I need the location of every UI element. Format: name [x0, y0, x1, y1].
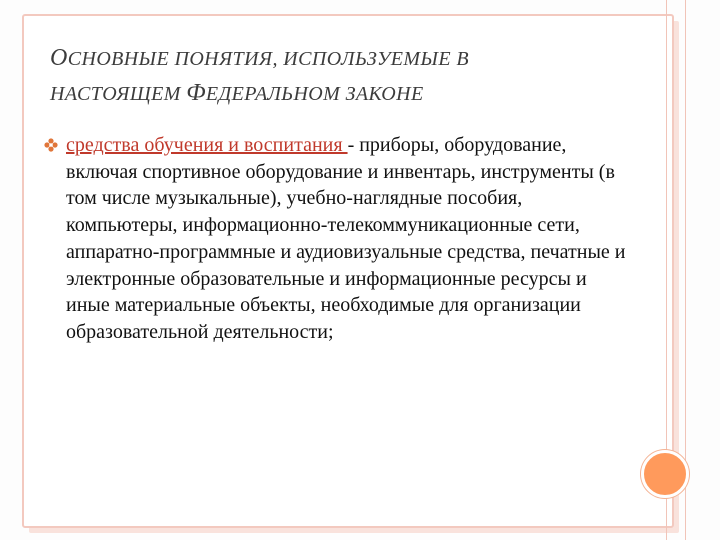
title-cap-2: Ф: [186, 80, 206, 106]
flower-bullet-icon: [44, 138, 58, 152]
title-cap-1: О: [50, 45, 68, 71]
title-line-1: [50, 41, 640, 76]
title-line-2: [50, 76, 640, 111]
slide-title: [50, 41, 640, 111]
decorative-circle: [641, 450, 689, 498]
definition-text: - приборы, оборудование, включая спортивное оборудование и инвентарь, инструменты (в том числе музыкальные), учебно-наглядные пособия, компьютеры, информационно-телекоммуникационные сети, аппаратно-программные и аудиовизуальные средства, печатные и электронные образовательные и информационные ресурсы и иные материальные объекты, необходимые для организации образовательной деятельности;: [66, 134, 626, 343]
title-line-1-text: СНОВНЫЕ ПОНЯТИЯ, ИСПОЛЬЗУЕМЫЕ В: [67, 48, 469, 70]
title-line-2-text: ЕДЕРАЛЬНОМ ЗАКОНЕ: [205, 83, 424, 105]
bullet-item: [66, 132, 626, 346]
term-text: средства обучения и воспитания: [66, 134, 348, 156]
title-line-2-pre: НАСТОЯЩЕМ: [50, 83, 187, 105]
